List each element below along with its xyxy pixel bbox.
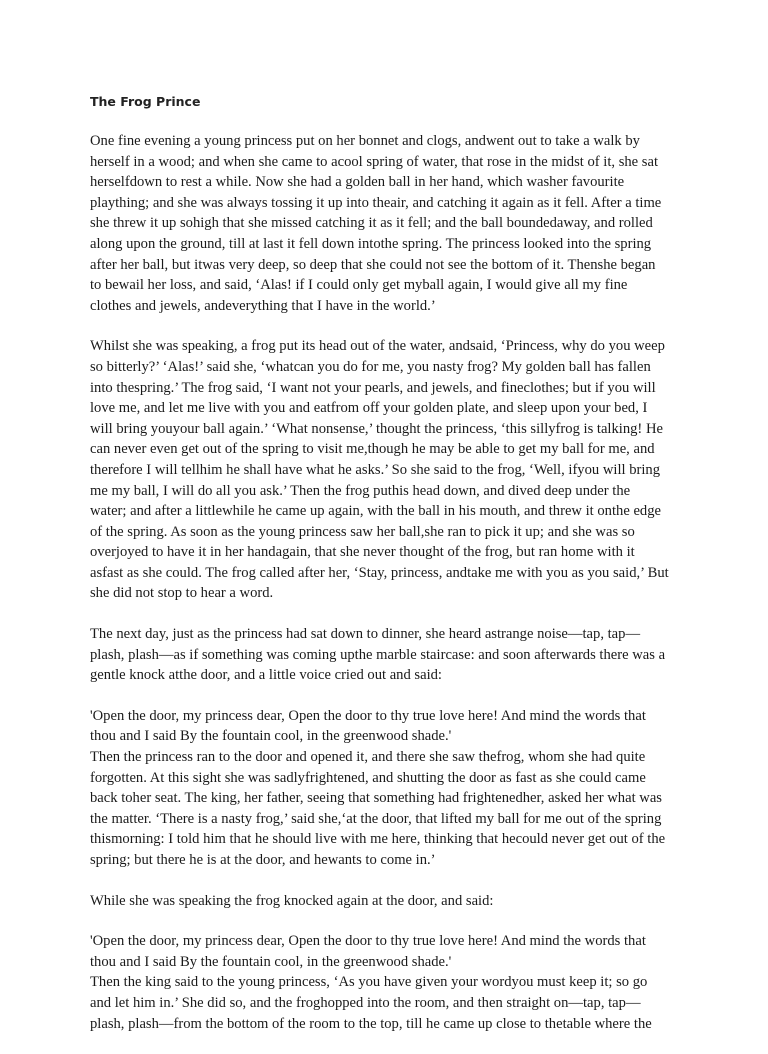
paragraph-4: Then the princess ran to the door and opened it, and there she saw thefrog, whom she had quite forgotten. At this sight she was sadlyfrightened, and shutting the door as fast as she could came back toher seat. The king, her father, seeing that something had frightenedher, asked her what was the matter. ‘There is a nasty frog,’ said she,‘at the door, that lifted my ball for me out of the spring thismorning: I told him that he should live with me here, thinking that hecould never get out of the spring; but there he is at the door, and hewants to come in.’ — [90, 749, 666, 868]
document-title: The Frog Prince — [90, 94, 201, 109]
paragraph-3: The next day, just as the princess had sat down to dinner, she heard astrange noise—tap, tap—plash, plash—as if something was coming upthe marble staircase: and soon afterwards there was a gentle knock atthe door, and a little voice cried out and said: — [90, 626, 666, 684]
verse-2: 'Open the door, my princess dear, Open the door to thy true love here! And mind the words that thou and I said By the fountain cool, in the greenwood shade.' — [90, 933, 646, 970]
document-page — [90, 94, 670, 1054]
paragraph-6: Then the king said to the young princess, ‘As you have given your wordyou must keep it; so go and let him in.’ She did so, and the froghopped into the room, and then straight on—tap, tap—plash, plash—from the bottom of the room to the top, till he came up close to thetable where the — [90, 974, 652, 1032]
paragraph-2: Whilst she was speaking, a frog put its head out of the water, andsaid, ‘Princess, why do you weep so bitterly?’ ‘Alas!’ said she, ‘whatcan you do for me, you nasty frog? My golden ball has fallen into thespring.’ The frog said, ‘I want not your pearls, and jewels, and fineclothes; but if you will love me, and let me live with you and eatfrom off your golden plate, and sleep upon your bed, I will bring youyour ball again.’ ‘What nonsense,’ thought the princess, ‘this sillyfrog is talking! He can never even get out of the spring to visit me,though he may be able to get my ball for me, and therefore I will tellhim he shall have what he asks.’ So she said to the frog, ‘Well, ifyou will bring me my ball, I will do all you ask.’ Then the frog puthis head down, and dived deep under the water; and after a littlewhile he came up again, with the ball in his mouth, and threw it onthe edge of the spring. As soon as the young princess saw her ball,she ran to pick it up; and she was so overjoyed to have it in her handagain, that she never thought of the frog, but ran home with it asfast as she could. The frog called after her, ‘Stay, princess, andtake me with you as you said,’ But she did not stop to hear a word. — [90, 338, 669, 602]
verse-1: 'Open the door, my princess dear, Open the door to thy true love here! And mind the words that thou and I said By the fountain cool, in the greenwood shade.' — [90, 707, 646, 745]
paragraph-1: One fine evening a young princess put on her bonnet and clogs, andwent out to take a walk by herself in a wood; and when she came to acool spring of water, that rose in the midst of it, she sat herselfdown to rest a while. Now she had a golden ball in her hand, which washer favourite plaything; and she was always tossing it up into theair, and catching it again as it fell. After a time she threw it up sohigh that she missed catching it as it fell; and the ball boundedaway, and rolled along upon the ground, till at last it fell down intothe spring. The princess looked into the spring after her ball, but itwas very deep, so deep that she could not see the bottom of it. Thenshe began to bewail her loss, and said, ‘Alas! if I could only get myball again, I would give all my fine clothes and jewels, andeverything that I have in the world.’ — [90, 133, 662, 314]
paragraph-5: While she was speaking the frog knocked again at the door, and said: — [90, 892, 494, 909]
